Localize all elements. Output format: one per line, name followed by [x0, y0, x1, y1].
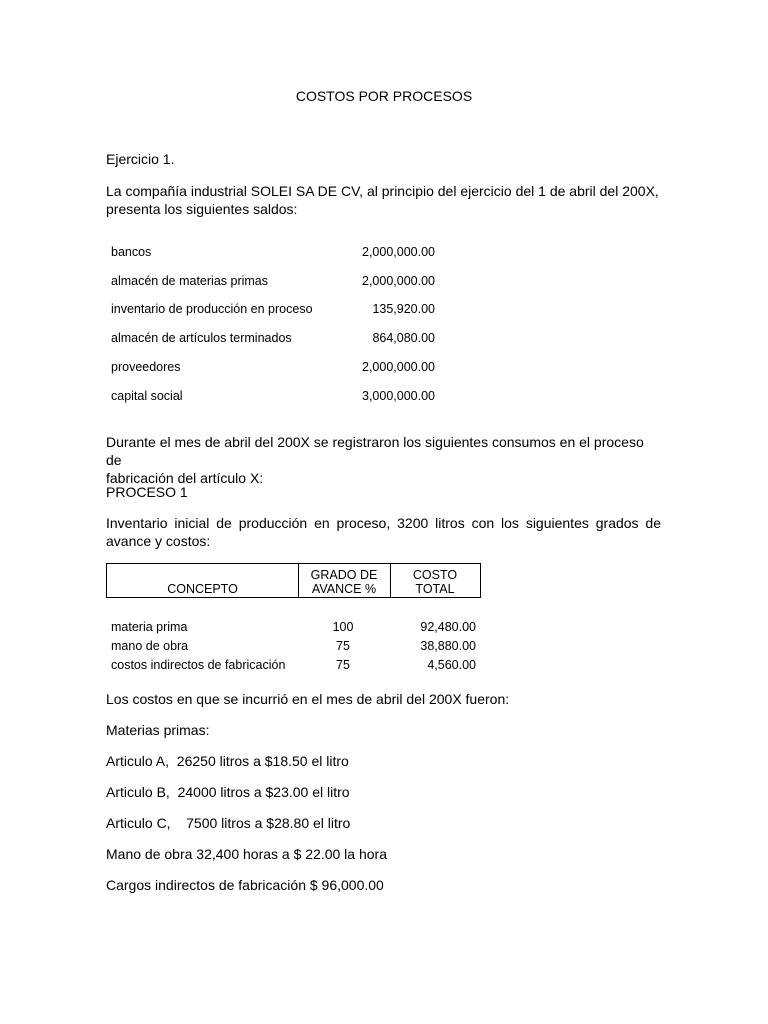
header-grade-line-1: GRADO DE — [310, 568, 378, 582]
raw-materials-heading: Materias primas: — [106, 722, 210, 738]
row-cost: 38,880.00 — [420, 639, 476, 653]
balance-amount: 135,920.00 — [372, 302, 435, 316]
consumption-paragraph — [106, 433, 661, 487]
exercise-heading: Ejercicio 1. — [106, 151, 175, 167]
inventory-line-1: Inventario inicial de producción en proceso, 3200 litros con los siguientes grados de — [106, 515, 661, 531]
inventory-line-2: avance y costos: — [106, 533, 211, 549]
costs-intro: Los costos en que se incurrió en el mes de abril del 200X fueron: — [106, 691, 510, 707]
intro-paragraph — [106, 182, 661, 218]
concept-table-header — [106, 563, 481, 598]
balance-label: inventario de producción en proceso — [111, 302, 313, 316]
balance-amount: 3,000,000.00 — [362, 389, 435, 403]
row-grade: 75 — [336, 658, 350, 672]
labor-line: Mano de obra 32,400 horas a $ 22.00 la hora — [106, 846, 387, 862]
balance-label: proveedores — [111, 360, 181, 374]
overhead-line: Cargos indirectos de fabricación $ 96,000.00 — [106, 877, 384, 893]
balance-amount: 2,000,000.00 — [362, 360, 435, 374]
row-concept: materia prima — [111, 620, 188, 634]
balance-amount: 2,000,000.00 — [362, 274, 435, 288]
row-grade: 75 — [336, 639, 350, 653]
header-concept: CONCEPTO — [167, 582, 238, 596]
header-cost — [390, 568, 480, 596]
process-heading: PROCESO 1 — [106, 484, 188, 500]
balance-amount: 864,080.00 — [372, 331, 435, 345]
intro-line-2: presenta los siguientes saldos: — [106, 201, 298, 217]
page-title: COSTOS POR PROCESOS — [295, 88, 473, 104]
header-cost-line-2: TOTAL — [415, 582, 455, 596]
article-line: Articulo B, 24000 litros a $23.00 el litro — [106, 784, 350, 800]
balance-label: almacén de artículos terminados — [111, 331, 292, 345]
consumption-line-2: fabricación del artículo X: — [106, 470, 264, 486]
header-grade-line-2: AVANCE % — [311, 582, 377, 596]
row-cost: 4,560.00 — [427, 658, 476, 672]
balance-label: almacén de materias primas — [111, 274, 269, 288]
balance-label: bancos — [111, 245, 152, 259]
header-cost-line-1: COSTO — [412, 568, 458, 582]
intro-line-1: La compañía industrial SOLEI SA DE CV, al principio del ejercicio del 1 de abril del 200X, — [106, 183, 659, 199]
header-grade — [298, 568, 390, 596]
row-grade: 100 — [332, 620, 354, 634]
balance-amount: 2,000,000.00 — [362, 245, 435, 259]
row-cost: 92,480.00 — [420, 620, 476, 634]
article-line: Articulo C, 7500 litros a $28.80 el litro — [106, 815, 351, 831]
article-line: Articulo A, 26250 litros a $18.50 el litro — [106, 753, 349, 769]
row-concept: mano de obra — [111, 639, 189, 653]
row-concept: costos indirectos de fabricación — [111, 658, 286, 672]
consumption-line-1: Durante el mes de abril del 200X se registraron los siguientes consumos en el proceso de — [106, 434, 644, 468]
balance-label: capital social — [111, 389, 183, 403]
inventory-paragraph — [106, 514, 661, 550]
